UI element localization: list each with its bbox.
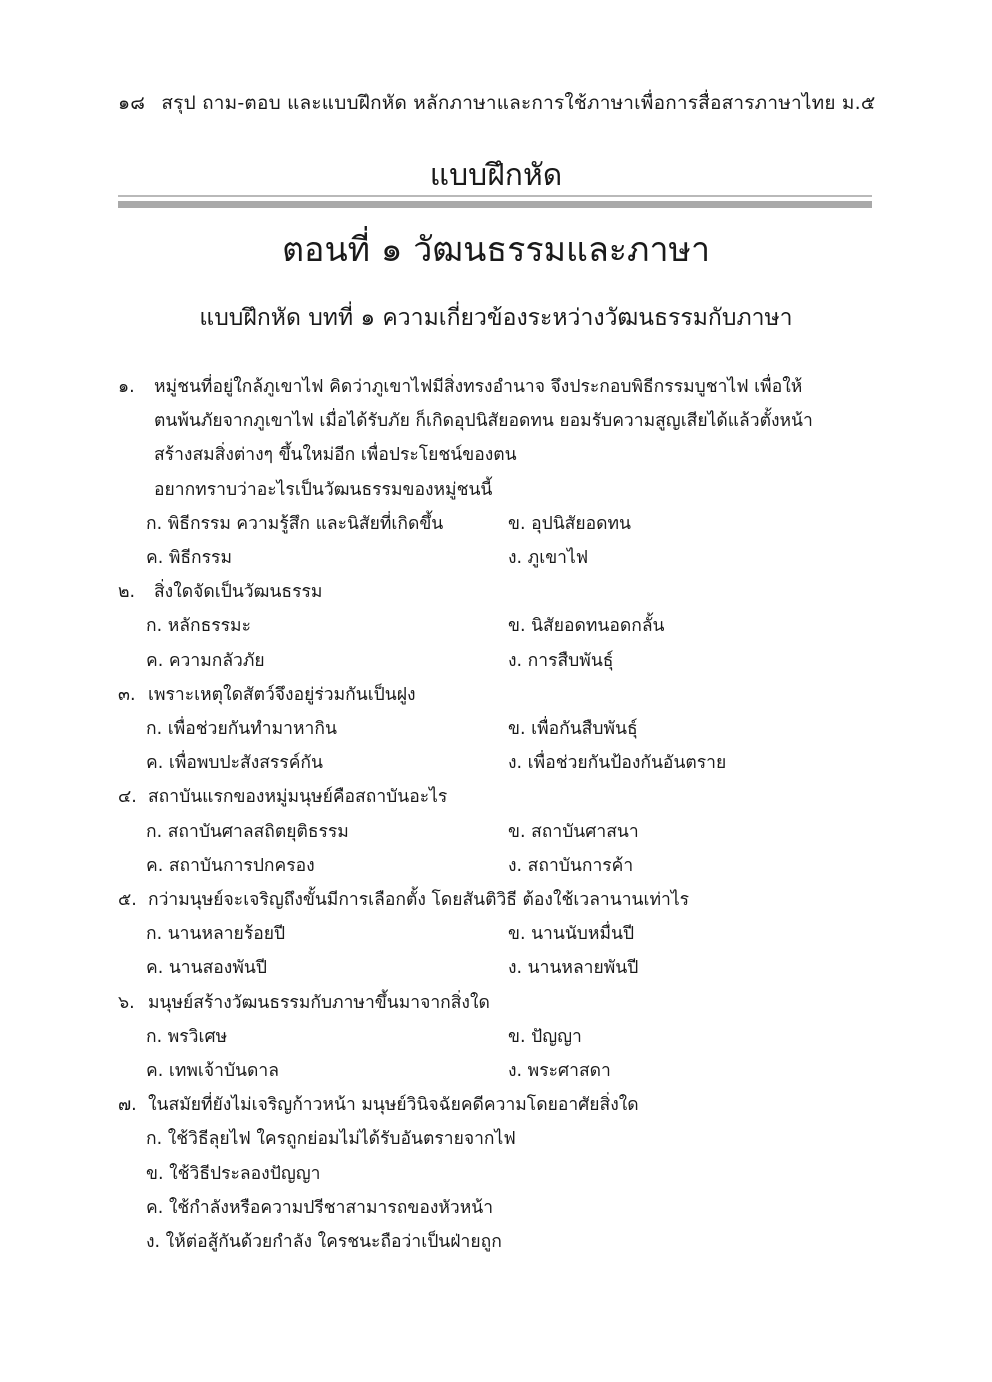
question-text: สิ่งใดจัดเป็นวัฒนธรรม [154, 582, 323, 603]
question-3 [118, 678, 878, 781]
option-a: ก. พิธีกรรม ความรู้สึก และนิสัยที่เกิดขึ้น [146, 513, 444, 534]
option-b: ข. นิสัยอดทนอดกลั้น [508, 616, 665, 637]
option-b: ข. ปัญญา [508, 1026, 582, 1047]
running-title: สรุป ถาม-ตอบ และแบบฝึกหัด หลักภาษาและการใช้ภาษาเพื่อการสื่อสารภาษาไทย ม.๕ [161, 92, 876, 114]
option-c: ค. สถาบันการปกครอง [146, 855, 315, 876]
option-c: ค. ใช้กำลังหรือความปรีชาสามารถของหัวหน้า [146, 1197, 494, 1218]
option-a: ก. หลักธรรมะ [146, 616, 251, 637]
question-number: ๕. [118, 890, 137, 911]
question-text: สถาบันแรกของหมู่มนุษย์คือสถาบันอะไร [148, 787, 448, 808]
option-d: ง. การสืบพันธุ์ [508, 650, 614, 671]
option-d: ง. เพื่อช่วยกันป้องกันอันตราย [508, 753, 727, 774]
question-text-continued: ตนพ้นภัยจากภูเขาไฟ เมื่อได้รับภัย ก็เกิดอุปนิสัยอดทน ยอมรับความสูญเสียได้แล้วตั้งหน้า [154, 411, 813, 432]
part-title: ตอนที่ ๑ วัฒนธรรมและภาษา [281, 230, 711, 270]
question-text-continued: สร้างสมสิ่งต่างๆ ขึ้นใหม่อีก เพื่อประโยชน์ของตน [154, 445, 517, 466]
question-text: ในสมัยที่ยังไม่เจริญก้าวหน้า มนุษย์วินิจฉัยคดีความโดยอาศัยสิ่งใด [148, 1095, 639, 1116]
section-title: แบบฝึกหัด [429, 158, 563, 193]
question-text: เพราะเหตุใดสัตว์จึงอยู่ร่วมกันเป็นฝูง [148, 684, 416, 705]
question-number: ๓. [118, 684, 136, 705]
page-number: ๑๘ [118, 92, 146, 114]
option-b: ข. สถาบันศาสนา [508, 821, 639, 842]
question-4 [118, 780, 878, 883]
option-a: ก. เพื่อช่วยกันทำมาหากิน [146, 719, 337, 740]
option-c: ค. นานสองพันปี [146, 958, 267, 979]
question-list [118, 370, 878, 1259]
question-1 [118, 370, 878, 575]
running-header [118, 88, 875, 118]
question-prompt: อยากทราบว่าอะไรเป็นวัฒนธรรมของหมู่ชนนี้ [154, 479, 493, 500]
question-number: ๔. [118, 787, 137, 808]
option-c: ค. เทพเจ้าบันดาล [146, 1061, 279, 1082]
question-text: กว่ามนุษย์จะเจริญถึงขั้นมีการเลือกตั้ง โดยสันติวิธี ต้องใช้เวลานานเท่าไร [148, 890, 690, 911]
question-7 [118, 1088, 878, 1259]
question-5 [118, 883, 878, 986]
option-b: ข. นานนับหมื่นปี [508, 924, 635, 945]
option-a: ก. สถาบันศาลสถิตยุติธรรม [146, 821, 349, 842]
option-c: ค. เพื่อพบปะสังสรรค์กัน [146, 753, 323, 774]
divider-thick [118, 201, 872, 208]
lesson-title: แบบฝึกหัด บทที่ ๑ ความเกี่ยวข้องระหว่างวัฒนธรรมกับภาษา [199, 305, 793, 331]
question-number: ๗. [118, 1095, 137, 1116]
question-text: หมู่ชนที่อยู่ใกล้ภูเขาไฟ คิดว่าภูเขาไฟมีสิ่งทรงอำนาจ จึงประกอบพิธีกรรมบูชาไฟ เพื่อให้ [154, 377, 803, 397]
option-d: ง. ภูเขาไฟ [508, 548, 589, 569]
option-b: ข. ใช้วิธีประลองปัญญา [146, 1163, 321, 1184]
option-d: ง. ให้ต่อสู้กันด้วยกำลัง ใครชนะถือว่าเป็นฝ่ายถูก [146, 1232, 502, 1253]
option-c: ค. พิธีกรรม [146, 548, 232, 569]
question-number: ๑. [118, 377, 135, 397]
option-a: ก. พรวิเศษ [146, 1026, 228, 1047]
question-number: ๖. [118, 992, 135, 1013]
option-d: ง. นานหลายพันปี [508, 958, 639, 979]
divider-thin [118, 195, 872, 197]
option-c: ค. ความกลัวภัย [146, 650, 265, 671]
question-text: มนุษย์สร้างวัฒนธรรมกับภาษาขึ้นมาจากสิ่งใด [148, 992, 490, 1013]
option-b: ข. อุปนิสัยอดทน [508, 513, 631, 534]
question-6 [118, 986, 878, 1089]
option-d: ง. พระศาสดา [508, 1061, 611, 1082]
option-a: ก. นานหลายร้อยปี [146, 924, 286, 945]
question-number: ๒. [118, 582, 136, 603]
question-2 [118, 575, 878, 678]
option-d: ง. สถาบันการค้า [508, 855, 634, 876]
option-a: ก. ใช้วิธีลุยไฟ ใครถูกย่อมไม่ได้รับอันตรายจากไฟ [146, 1129, 516, 1150]
option-b: ข. เพื่อกันสืบพันธุ์ [508, 719, 638, 740]
